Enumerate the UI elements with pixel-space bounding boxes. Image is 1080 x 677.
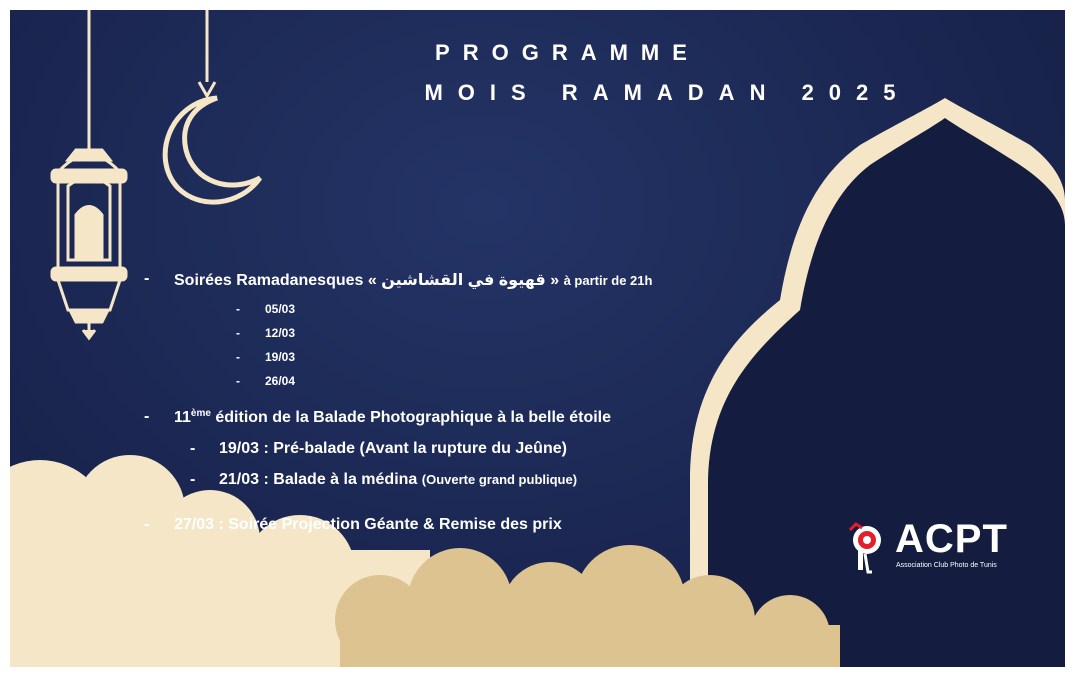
item-projection: 27/03 : Soirée Projection Géante & Remise des prix [174, 516, 562, 533]
poster [10, 10, 1065, 667]
item-soirees-time: à partir de 21h [563, 273, 653, 288]
bullet-dash: - [144, 270, 150, 287]
date-item: 19/03 [265, 350, 296, 364]
sub-item-pre-balade: 19/03 : Pré-balade (Avant la rupture du Jeûne) [219, 440, 567, 457]
bullet-dash: - [190, 471, 196, 488]
bullet-dash: - [236, 326, 240, 340]
bullet-dash: - [144, 516, 150, 533]
bullet-dash: - [236, 374, 240, 388]
lantern-icon [52, 150, 126, 338]
item-balade-number: 11 [174, 409, 191, 426]
bullet-dash: - [236, 302, 240, 316]
logo-name: ACPT [895, 517, 1008, 561]
date-item: 05/03 [265, 302, 296, 316]
bullet-dash: - [236, 350, 240, 364]
logo-subtitle: Association Club Photo de Tunis [896, 562, 997, 569]
date-item: 26/04 [265, 374, 296, 388]
date-item: 12/03 [265, 326, 296, 340]
item-balade [174, 408, 611, 427]
item-soirees-prefix: Soirées Ramadanesques « [174, 272, 382, 289]
item-soirees [174, 270, 652, 290]
bullet-dash: - [144, 408, 150, 425]
sub-item-balade-medina-text: 21/03 : Balade à la médina [219, 471, 422, 488]
item-balade-text: édition de la Balade Photographique à la belle étoile [210, 409, 612, 426]
item-balade-sup: ème [190, 408, 211, 419]
crescent-moon-icon [165, 98, 260, 202]
bullet-dash: - [190, 440, 196, 457]
sub-item-balade-medina [219, 471, 577, 489]
title-line-2: MOIS RAMADAN 2025 [424, 80, 911, 105]
item-soirees-quote: » [545, 272, 564, 289]
item-soirees-arabic: قهيوة في القشاشين [381, 272, 546, 289]
sub-item-balade-medina-note: (Ouverte grand publique) [421, 472, 578, 487]
title-line-1: PROGRAMME [435, 40, 700, 65]
